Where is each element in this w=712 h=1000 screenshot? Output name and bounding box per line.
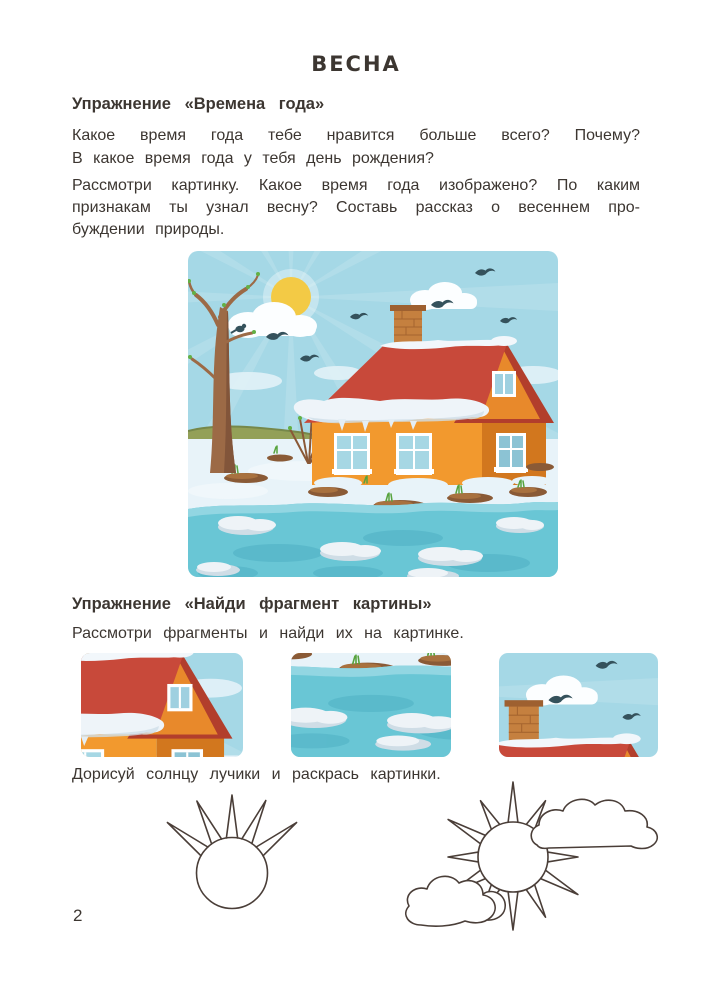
fragments-instruction: Рассмотри фрагменты и найди их на картинке.: [72, 625, 464, 642]
river-ice-fragment-image: [291, 653, 451, 757]
sky-birds-fragment-image: [499, 653, 658, 757]
drawing-instruction: Дорисуй солнцу лучики и раскрась картинки.: [72, 766, 441, 783]
page-number: 2: [73, 906, 83, 925]
text-line: Какое время года тебе нравится больше всего? Почему?: [72, 127, 640, 144]
coloring-sun-outline: [140, 785, 330, 925]
text-line: Рассмотри картинку. Какое время года изображено? По каким: [72, 177, 640, 194]
spring-scene-image: [188, 251, 558, 577]
page-title: ВЕСНА: [311, 52, 401, 76]
exercise-fragments-heading: Упражнение «Найди фрагмент картины»: [72, 595, 432, 613]
exercise-seasons-heading: Упражнение «Времена года»: [72, 95, 325, 113]
seasons-task-paragraph: [72, 175, 640, 241]
seasons-question-paragraph: [72, 124, 640, 170]
text-line: В какое время года у тебя день рождения?: [72, 150, 434, 167]
text-line: признакам ты узнал весну? Составь рассказ о весеннем про-: [72, 199, 640, 216]
coloring-sun-clouds-outline: [385, 775, 685, 955]
text-line: буждении природы.: [72, 221, 225, 238]
house-roof-fragment-image: [81, 653, 243, 757]
